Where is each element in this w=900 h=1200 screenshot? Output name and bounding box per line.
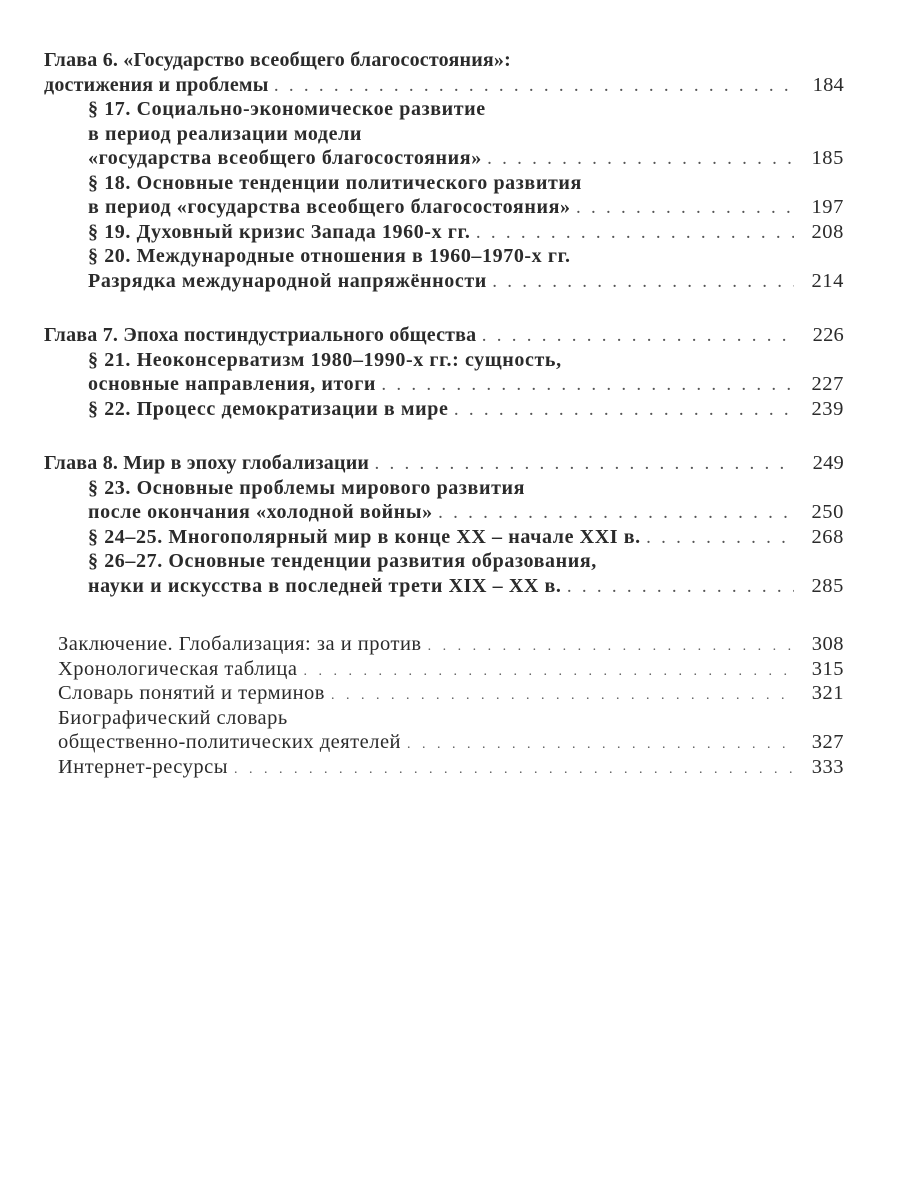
section-entry[interactable] [88,97,844,171]
section-text: § 22. Процесс демократизации в мире [88,397,449,420]
back-matter-entry[interactable] [58,681,844,706]
back-matter-entry[interactable] [58,632,844,657]
page-number: 184 [812,73,844,96]
section-text: в период реализации модели [88,122,363,145]
section-line [88,476,844,501]
entry-text: Хронологическая таблица [58,657,298,680]
section-line [88,195,844,220]
back-matter [44,632,844,779]
section-entry[interactable] [88,220,844,245]
section-line [88,220,844,245]
dot-leader [428,640,794,654]
entry-line [58,730,844,755]
section-line [88,146,844,171]
dot-leader [407,738,794,752]
dot-leader [439,508,794,522]
dot-leader [375,459,794,473]
page-number: 268 [811,525,844,548]
section-text: § 23. Основные проблемы мирового развития [88,476,526,499]
section-list [44,476,844,599]
entry-text: общественно-политических деятелей [58,731,402,753]
section-entry[interactable] [88,549,844,598]
chapter-title-line [44,48,844,73]
table-of-contents [44,48,844,779]
section-line [88,348,844,373]
section-text: после окончания «холодной войны» [88,501,433,523]
section-text: § 17. Социально-экономическое развитие [88,98,486,120]
chapter-title: Глава 6. «Государство всеобщего благосостояния»: [44,49,511,71]
dot-leader [488,154,794,168]
entry-text: Заключение. Глобализация: за и против [58,633,422,655]
section-text: в период «государства всеобщего благосостояния» [88,196,571,218]
section-text: Разрядка международной напряжённости [88,269,487,292]
page-number: 285 [811,574,844,597]
section-text: § 26–27. Основные тенденции развития образования, [88,550,597,572]
page-number: 327 [811,731,844,753]
chapter-6 [44,48,844,293]
entry-text: Словарь понятий и терминов [58,682,325,704]
section-entry[interactable] [88,525,844,550]
entry-text: Интернет-ресурсы [58,755,228,778]
chapter-entry[interactable] [44,323,844,348]
chapter-8 [44,451,844,598]
section-line [88,500,844,525]
dot-leader [568,582,794,596]
section-text: науки и искусства в последней трети XIX – XX в. [88,574,562,597]
dot-leader [476,228,794,242]
section-line [88,372,844,397]
dot-leader [454,405,794,419]
chapter-entry[interactable] [44,73,844,98]
dot-leader [234,763,794,777]
section-line [88,244,844,269]
page-number: 250 [811,501,844,523]
section-text: «государства всеобщего благосостояния» [88,147,482,169]
section-text: § 20. Международные отношения в 1960–1970-х гг. [88,245,571,267]
dot-leader [647,533,794,547]
back-matter-entry[interactable] [58,755,844,780]
section-text: § 24–25. Многополярный мир в конце XX – начале XXI в. [88,525,641,548]
page-number: 197 [811,196,844,218]
chapter-title: Глава 8. Мир в эпоху глобализации [44,452,370,474]
dot-leader [577,203,794,217]
section-list [44,97,844,293]
page-number: 226 [812,324,844,346]
section-text: § 21. Неоконсерватизм 1980–1990-х гг.: сущность, [88,348,562,371]
dot-leader [331,689,794,703]
section-entry[interactable] [88,348,844,397]
page-number: 321 [811,682,844,704]
back-matter-entry[interactable] [58,657,844,682]
back-matter-entry[interactable] [58,706,844,755]
section-line [88,525,844,550]
section-line [88,269,844,294]
section-line [88,549,844,574]
section-text: § 18. Основные тенденции политического развития [88,171,582,194]
page-number: 249 [812,452,844,474]
page-number: 208 [811,220,844,243]
chapter-title: достижения и проблемы [44,73,269,96]
dot-leader [482,331,794,345]
dot-leader [303,665,794,679]
section-entry[interactable] [88,171,844,220]
chapter-title: Глава 7. Эпоха постиндустриального общества [44,324,477,346]
dot-leader [382,380,794,394]
entry-text: Биографический словарь [58,706,288,729]
dot-leader [493,277,794,291]
section-line [88,122,844,147]
chapter-7 [44,323,844,421]
page-number: 214 [811,269,844,292]
section-line [88,574,844,599]
page-number: 185 [811,147,844,169]
section-text: § 19. Духовный кризис Запада 1960-х гг. [88,220,471,243]
page-number: 333 [811,755,844,778]
section-entry[interactable] [88,244,844,293]
section-line [88,171,844,196]
section-entry[interactable] [88,476,844,525]
section-entry[interactable] [88,397,844,422]
chapter-entry[interactable] [44,451,844,476]
page-number: 239 [811,397,844,420]
entry-line [58,706,844,731]
page-number: 227 [811,373,844,395]
section-line [88,397,844,422]
section-list [44,348,844,422]
dot-leader [275,81,794,95]
section-text: основные направления, итоги [88,373,377,395]
page-number: 315 [811,657,844,680]
section-line [88,97,844,122]
page-number: 308 [811,633,844,655]
